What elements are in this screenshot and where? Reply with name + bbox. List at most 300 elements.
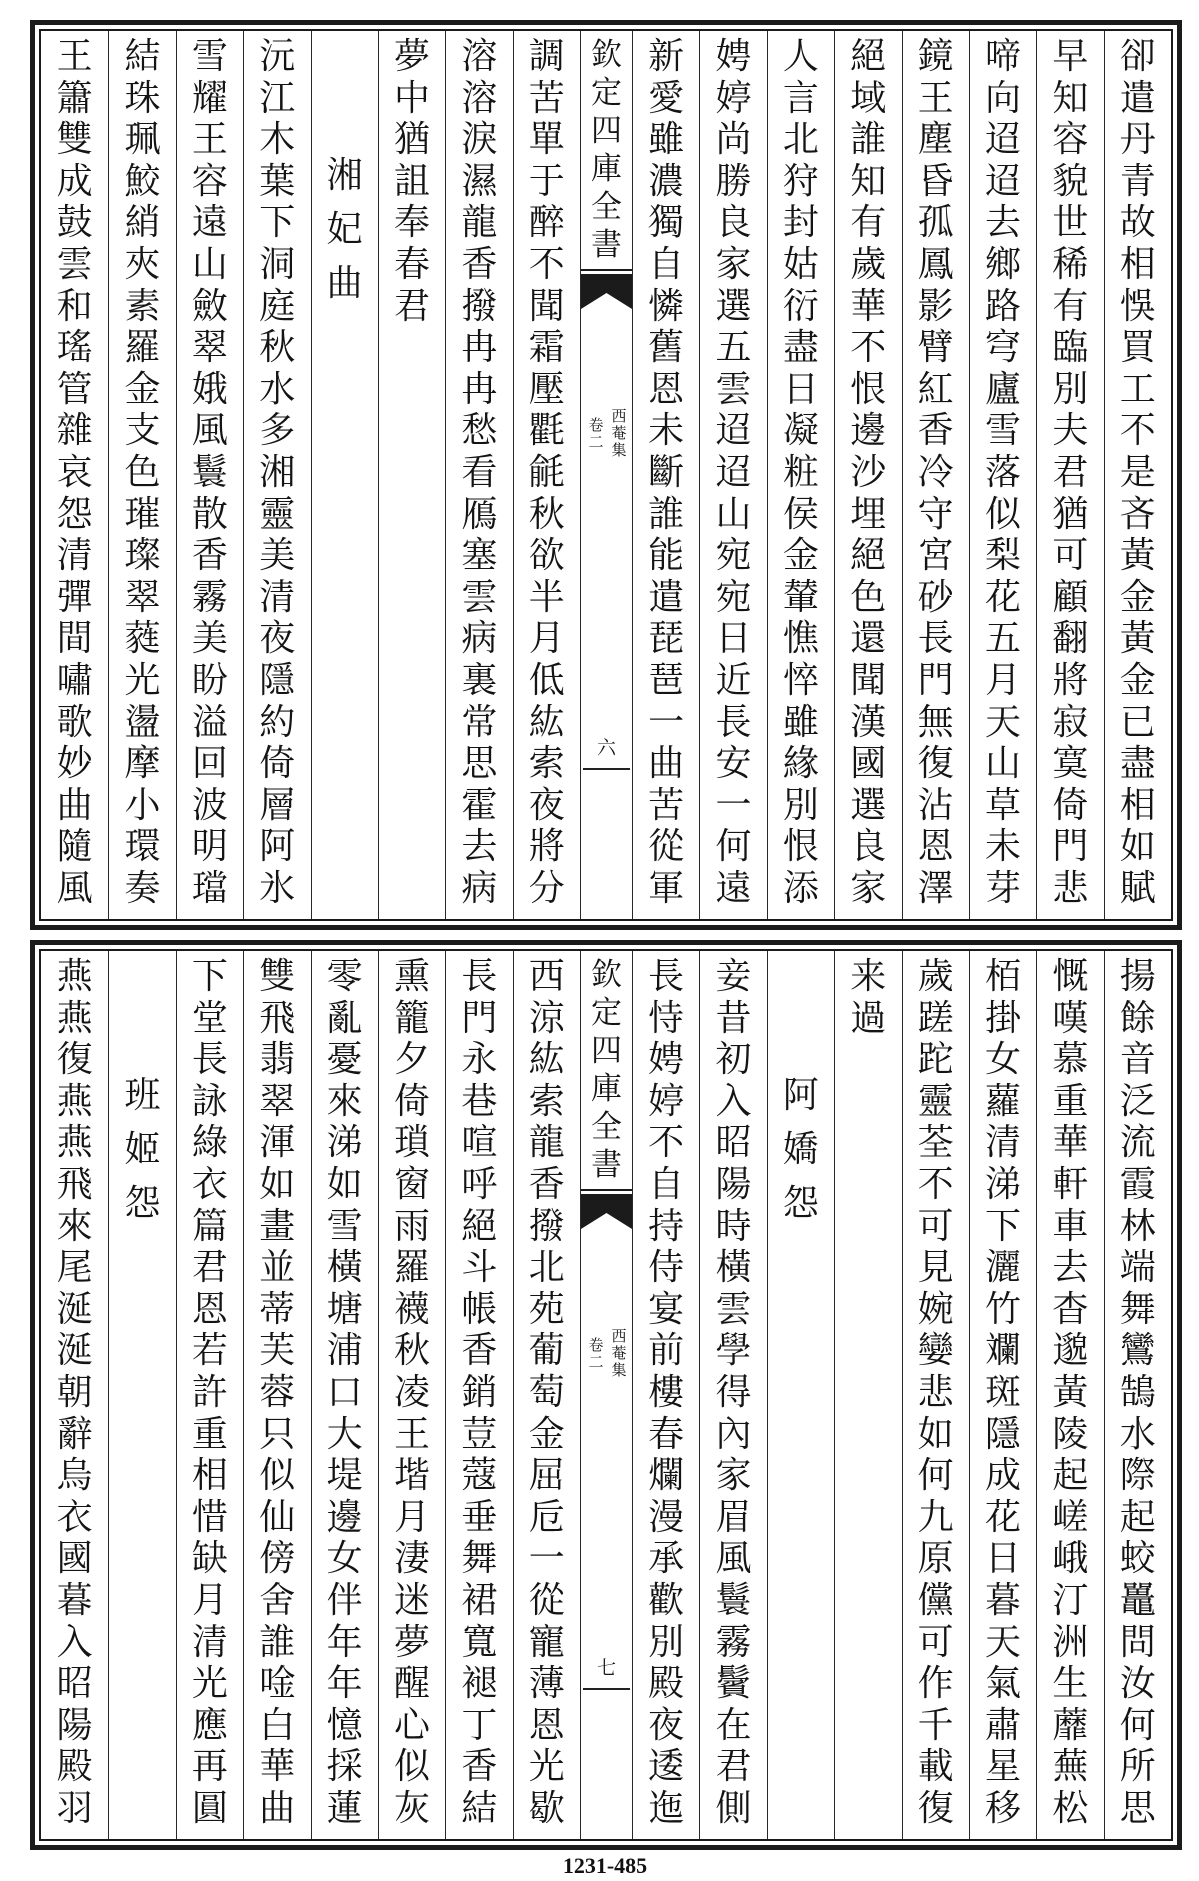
character: 光 [124,659,161,701]
character: 封 [782,202,819,244]
character: 舍 [259,1579,296,1621]
character: 凌 [394,1371,431,1413]
character: 應 [191,1704,228,1746]
character: 西 [611,407,627,425]
character: 鮫 [124,160,161,202]
character: 重 [191,1413,228,1455]
character: 君 [191,1247,228,1289]
character: 燕 [56,956,93,997]
character: 侍 [648,1247,685,1289]
character: 淒 [394,1538,431,1580]
character: 相 [191,1455,228,1497]
character: 不 [528,243,565,285]
character: 妃 [326,209,363,250]
character: 雲 [715,1288,752,1330]
character: 載 [917,1746,954,1788]
character: 草 [985,784,1022,826]
character: 何 [1119,1704,1156,1746]
character: 年 [326,1621,363,1663]
character: 別 [782,784,819,826]
character: 無 [917,701,954,743]
character: 壓 [528,368,565,410]
character: 黃 [1119,535,1156,577]
bottom-leaf [30,940,1182,1850]
character: 香 [917,410,954,452]
character: 路 [985,285,1022,327]
character: 月 [528,618,565,660]
character: 迢 [985,160,1022,202]
character: 蹉 [917,997,954,1039]
text-column [513,31,580,919]
text-column [834,951,901,1839]
text-column [378,31,445,919]
character: 山 [715,493,752,535]
character: 揚 [1119,956,1156,997]
character: 誰 [648,493,685,535]
character: 音 [1119,1039,1156,1081]
character: 國 [850,743,887,785]
character: 常 [461,701,498,743]
character: 婷 [715,77,752,119]
character: 銷 [461,1371,498,1413]
character: 湘 [326,155,363,196]
character: 國 [56,1538,93,1580]
character: 醉 [528,202,565,244]
character: 如 [917,1413,954,1455]
character: 重 [1052,1080,1089,1122]
character: 穹 [985,327,1022,369]
character: 自 [648,1163,685,1205]
character: 時 [715,1205,752,1247]
character: 雨 [394,1205,431,1247]
text-column [243,951,310,1839]
character: 尚 [715,119,752,161]
character: 詠 [191,1080,228,1122]
text-column [1036,951,1103,1839]
character: 一 [648,701,685,743]
text-frame [39,29,1173,921]
character: 暮 [985,1579,1022,1621]
character: 金 [528,1413,565,1455]
character: 秋 [528,493,565,535]
character: 水 [1119,1413,1156,1455]
text-column [1104,31,1171,919]
character: 選 [715,285,752,327]
character: 儻 [917,1579,954,1621]
character: 霧 [715,1621,752,1663]
character: 西 [611,1327,627,1345]
character: 衍 [782,285,819,327]
character: 昔 [715,997,752,1039]
character: 不 [850,327,887,369]
character: 華 [1052,1122,1089,1164]
character: 迷 [394,1579,431,1621]
character: 卷 [588,416,604,434]
character: 灰 [394,1787,431,1829]
text-column [311,951,378,1839]
character: 邈 [1052,1330,1089,1372]
character: 沙 [850,451,887,493]
character: 君 [394,285,431,327]
character: 愛 [648,77,685,119]
character: 內 [715,1413,752,1455]
character: 可 [917,1621,954,1663]
character: 長 [917,618,954,660]
character: 中 [394,77,431,119]
character: 唫 [259,1663,296,1705]
character: 似 [394,1746,431,1788]
text-column [767,31,834,919]
character: 雜 [56,410,93,452]
character: 良 [715,202,752,244]
character: 冉 [461,327,498,369]
character: 臨 [1052,327,1089,369]
character: 是 [1119,451,1156,493]
character: 結 [461,1787,498,1829]
character: 可 [917,1205,954,1247]
character: 恩 [191,1288,228,1330]
character: 淚 [461,119,498,161]
character: 恩 [528,1704,565,1746]
character: 燕 [56,997,93,1039]
character: 蕪 [1052,1746,1089,1788]
character: 未 [985,826,1022,868]
character: 橫 [715,1247,752,1289]
character: 花 [985,1496,1022,1538]
character: 欽 [591,37,622,73]
character: 憔 [782,618,819,660]
character: 濃 [648,160,685,202]
character: 入 [56,1621,93,1663]
top-leaf [30,20,1182,930]
character: 澤 [917,867,954,909]
character: 添 [782,867,819,909]
character: 去 [1052,1247,1089,1289]
character: 蘿 [985,1080,1022,1122]
character: 從 [648,826,685,868]
character: 葉 [259,160,296,202]
text-column [176,31,243,919]
character: 勝 [715,160,752,202]
character: 相 [1119,243,1156,285]
character: 珠 [124,77,161,119]
fishtail-mark [581,1189,632,1231]
character: 菴 [611,424,627,442]
character: 毹 [528,451,565,493]
character: 索 [528,743,565,785]
character: 集 [611,441,627,459]
character: 水 [259,368,296,410]
character: 璫 [191,867,228,909]
character: 風 [56,867,93,909]
character: 鬟 [191,451,228,493]
character: 吝 [1119,493,1156,535]
character: 霧 [191,576,228,618]
character: 霜 [528,327,565,369]
character: 歌 [56,701,93,743]
character: 不 [648,1122,685,1164]
character: 單 [528,119,565,161]
character: 向 [985,77,1022,119]
character: 琵 [648,618,685,660]
character: 鳳 [917,243,954,285]
character: 書 [591,227,622,263]
character: 青 [1119,160,1156,202]
character: 埋 [850,493,887,535]
character: 嵯 [1052,1496,1089,1538]
character: 歇 [528,1787,565,1829]
character: 寵 [528,1621,565,1663]
character: 二 [588,1353,604,1371]
character: 成 [985,1455,1022,1497]
volume-label [585,1337,607,1371]
character: 病 [461,618,498,660]
character: 芽 [985,867,1022,909]
character: 恩 [917,826,954,868]
text-column [378,951,445,1839]
character: 過 [850,997,887,1039]
character: 復 [917,1787,954,1829]
character: 涕 [985,1163,1022,1205]
character: 承 [648,1538,685,1580]
character: 歡 [648,1579,685,1621]
character: 半 [528,576,565,618]
character: 人 [782,36,819,77]
character: 朝 [56,1371,93,1413]
character: 堦 [394,1455,431,1497]
character: 長 [648,956,685,997]
character: 姑 [782,243,819,285]
character: 醒 [394,1663,431,1705]
character: 賦 [1119,867,1156,909]
character: 看 [461,451,498,493]
text-column [41,951,108,1839]
character: 二 [588,433,604,451]
character: 際 [1119,1455,1156,1497]
character: 回 [191,743,228,785]
character: 安 [715,743,752,785]
character: 王 [394,1413,431,1455]
character: 光 [528,1746,565,1788]
character: 呼 [461,1163,498,1205]
character: 未 [648,410,685,452]
scan-page-reference: 1231-485 [562,1853,648,1878]
character: 昏 [917,160,954,202]
character: 雖 [782,701,819,743]
character: 荃 [917,1122,954,1164]
character: 曲 [259,1787,296,1829]
character: 金 [782,535,819,577]
character: 素 [124,285,161,327]
character: 似 [985,493,1022,535]
character: 夾 [124,243,161,285]
character: 清 [985,1122,1022,1164]
character: 丹 [1119,119,1156,161]
character: 新 [648,36,685,77]
character: 黃 [1119,618,1156,660]
character: 如 [1119,826,1156,868]
character: 溶 [461,36,498,77]
character: 喧 [461,1122,498,1164]
character: 庭 [259,285,296,327]
character: 冷 [917,451,954,493]
character: 原 [917,1538,954,1580]
character: 移 [985,1787,1022,1829]
character: 簫 [56,77,93,119]
collection-title [581,36,632,264]
character: 工 [1119,368,1156,410]
character: 知 [850,160,887,202]
character: 軒 [1052,1163,1089,1205]
character: 將 [1052,659,1089,701]
character: 獨 [648,202,685,244]
poem-title [311,31,378,919]
character: 門 [461,997,498,1039]
character: 羅 [124,327,161,369]
character: 迤 [648,1787,685,1829]
character: 橫 [326,1247,363,1289]
character: 粧 [782,451,819,493]
character: 來 [56,1205,93,1247]
character: 冉 [461,368,498,410]
character: 歲 [850,243,887,285]
character: 能 [648,535,685,577]
character: 美 [259,535,296,577]
text-column [513,951,580,1839]
character: 憂 [326,1039,363,1081]
character: 全 [591,1109,622,1145]
character: 別 [648,1621,685,1663]
character: 隱 [985,1413,1022,1455]
character: 零 [326,956,363,997]
character: 陵 [1052,1413,1089,1455]
character: 倚 [1052,784,1089,826]
character: 欽 [591,957,622,993]
character: 怨 [782,1183,819,1224]
character: 愁 [461,410,498,452]
character: 一 [528,1538,565,1580]
character: 庫 [591,151,622,187]
character: 于 [528,160,565,202]
character: 宛 [715,576,752,618]
character: 女 [985,1039,1022,1081]
character: 曲 [56,784,93,826]
character: 病 [461,867,498,909]
character: 菴 [611,1344,627,1362]
character: 璀 [124,493,161,535]
character: 日 [715,618,752,660]
character: 憐 [648,285,685,327]
character: 君 [1052,451,1089,493]
character: 盡 [782,327,819,369]
page-number: 六 [596,737,616,759]
character: 學 [715,1330,752,1372]
character: 山 [985,743,1022,785]
character: 蛟 [1119,1538,1156,1580]
character: 四 [591,113,622,149]
character: 盪 [124,701,161,743]
character: 翠 [124,576,161,618]
character: 耀 [191,77,228,119]
character: 来 [850,956,887,997]
character: 綃 [124,202,161,244]
character: 香 [461,1746,498,1788]
character: 隨 [56,826,93,868]
text-column [969,31,1036,919]
character: 婉 [917,1288,954,1330]
character: 舞 [461,1538,498,1580]
character: 怨 [124,1183,161,1224]
character: 濕 [461,160,498,202]
character: 夜 [648,1704,685,1746]
character: 定 [591,75,622,111]
character: 調 [528,36,565,77]
character: 灑 [985,1247,1022,1289]
character: 昭 [56,1663,93,1705]
character: 雪 [326,1205,363,1247]
character: 斷 [648,451,685,493]
character: 在 [715,1704,752,1746]
character: 倚 [394,1080,431,1122]
character: 綠 [191,1122,228,1164]
character: 紘 [528,701,565,743]
character: 飛 [56,1163,93,1205]
character: 杳 [1052,1288,1089,1330]
character: 蔻 [461,1455,498,1497]
character: 鸞 [1119,1330,1156,1372]
character: 遣 [648,576,685,618]
character: 只 [259,1413,296,1455]
character: 問 [1119,1621,1156,1663]
character: 熏 [394,956,431,997]
character: 塵 [917,119,954,161]
character: 垂 [461,1496,498,1538]
character: 絕 [850,535,887,577]
character: 殿 [648,1663,685,1705]
character: 絕 [850,36,887,77]
character: 許 [191,1371,228,1413]
collection-title [581,956,632,1184]
character: 裙 [461,1579,498,1621]
character: 缺 [191,1538,228,1580]
character: 月 [985,659,1022,701]
character: 彈 [56,576,93,618]
character: 誰 [850,119,887,161]
character: 傍 [259,1538,296,1580]
character: 選 [850,784,887,826]
character: 涼 [528,997,565,1039]
character: 蕤 [124,618,161,660]
character: 雲 [461,576,498,618]
character: 索 [528,1080,565,1122]
volume-label [585,417,607,451]
character: 斂 [191,285,228,327]
character: 香 [191,535,228,577]
character: 妾 [715,956,752,997]
character: 燕 [56,1122,93,1164]
character: 北 [528,1247,565,1289]
character: 守 [917,493,954,535]
character: 褪 [461,1663,498,1705]
character: 斗 [461,1247,498,1289]
character: 成 [56,160,93,202]
character: 凝 [782,410,819,452]
character: 氷 [259,867,296,909]
character: 葡 [528,1330,565,1372]
character: 邊 [850,410,887,452]
character: 窗 [394,1163,431,1205]
character: 奏 [124,867,161,909]
